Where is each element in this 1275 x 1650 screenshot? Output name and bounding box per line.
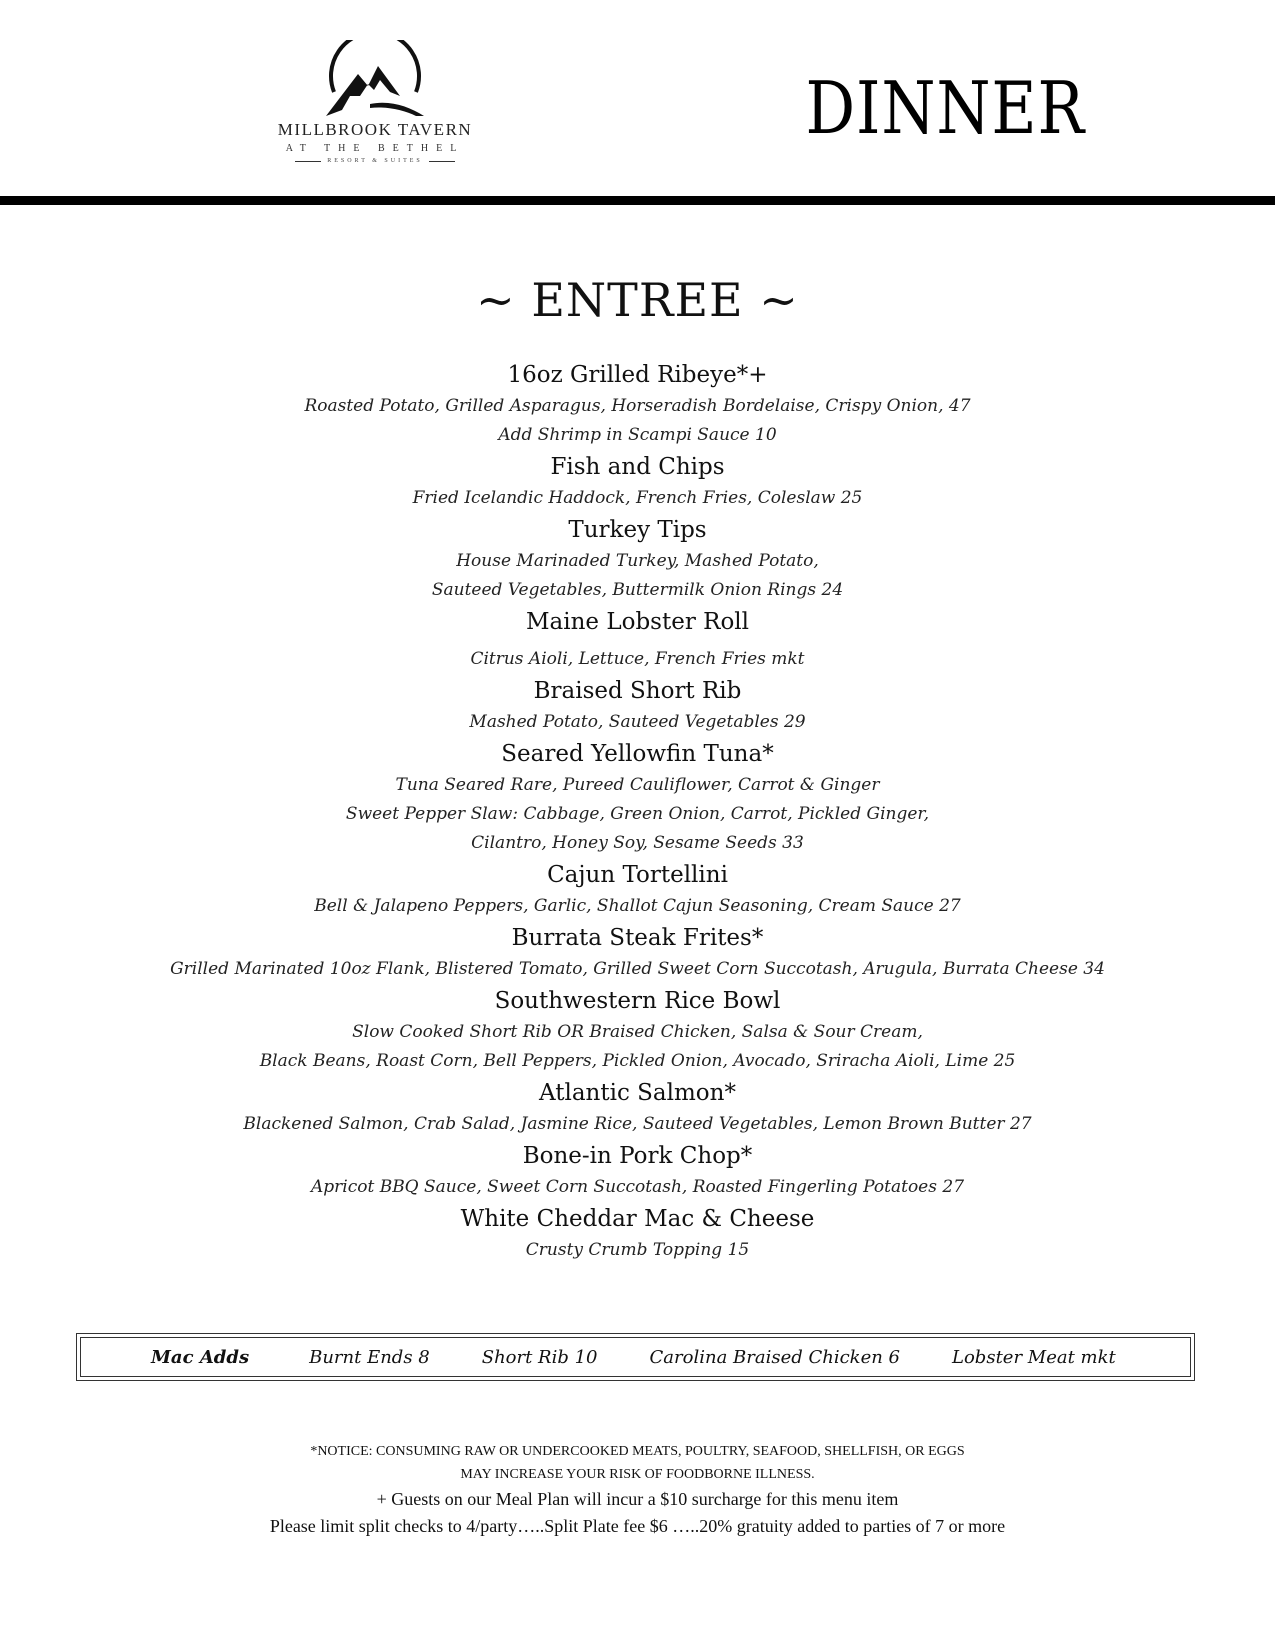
mac-adds-box	[76, 1333, 1195, 1381]
menu-item	[60, 984, 1215, 1076]
menu-item-name: Southwestern Rice Bowl	[494, 988, 781, 1014]
menu-item-name: Turkey Tips	[568, 517, 707, 543]
menu-item-description: Tuna Seared Rare, Pureed Cauliflower, Carrot & Ginger	[395, 775, 880, 795]
notice	[0, 1440, 1275, 1540]
menu-item-name: White Cheddar Mac & Cheese	[460, 1206, 815, 1232]
mac-add-item: Carolina Braised Chicken 6	[649, 1346, 901, 1368]
menu-item-description: Roasted Potato, Grilled Asparagus, Horseradish Bordelaise, Crispy Onion, 47	[304, 396, 971, 416]
menu-item	[60, 513, 1215, 605]
menu-item-description: Mashed Potato, Sauteed Vegetables 29	[469, 712, 806, 732]
mac-add-item: Burnt Ends 8	[309, 1346, 430, 1368]
menu-list	[60, 358, 1215, 1265]
menu-item-description: Bell & Jalapeno Peppers, Garlic, Shallot Cajun Seasoning, Cream Sauce 27	[314, 896, 961, 916]
logo-name: MILLBROOK TAVERN	[277, 120, 473, 139]
menu-item	[60, 605, 1215, 674]
header-rule	[0, 196, 1275, 205]
notice-line: *NOTICE: CONSUMING RAW OR UNDERCOOKED MEATS, POULTRY, SEAFOOD, SHELLFISH, OR EGGS	[310, 1444, 965, 1459]
mountain-logo-icon	[320, 40, 430, 118]
divider	[295, 161, 321, 162]
menu-item-name: Maine Lobster Roll	[525, 609, 750, 635]
menu-item-description: Fried Icelandic Haddock, French Fries, Coleslaw 25	[412, 488, 863, 508]
menu-item-description: Citrus Aioli, Lettuce, French Fries mkt	[470, 649, 805, 669]
mac-add-item: Short Rib 10	[481, 1346, 598, 1368]
logo	[270, 40, 480, 190]
menu-item-name: Seared Yellowfin Tuna*	[501, 741, 774, 767]
menu-item	[60, 450, 1215, 513]
menu-item-name: Braised Short Rib	[533, 678, 742, 704]
meal-plan-notice: + Guests on our Meal Plan will incur a $10 surcharge for this menu item	[376, 1489, 899, 1509]
menu-item-description: Sauteed Vegetables, Buttermilk Onion Rings 24	[431, 580, 844, 600]
logo-tagline-text: RESORT & SUITES	[327, 158, 423, 164]
menu-item	[60, 921, 1215, 984]
menu-item	[60, 1076, 1215, 1139]
menu-item-name: 16oz Grilled Ribeye*+	[507, 362, 768, 388]
menu-item-name: Atlantic Salmon*	[539, 1080, 736, 1106]
menu-item-description: Cilantro, Honey Soy, Sesame Seeds 33	[471, 833, 804, 853]
menu-item-description: Apricot BBQ Sauce, Sweet Corn Succotash, Roasted Fingerling Potatoes 27	[310, 1177, 965, 1197]
mac-add-item: Lobster Meat mkt	[952, 1346, 1116, 1368]
menu-item	[60, 858, 1215, 921]
menu-item	[60, 358, 1215, 450]
menu-item-description: Add Shrimp in Scampi Sauce 10	[498, 425, 777, 445]
menu-item	[60, 674, 1215, 737]
menu-item	[60, 1202, 1215, 1265]
menu-item-description: Black Beans, Roast Corn, Bell Peppers, Pickled Onion, Avocado, Sriracha Aioli, Lime 25	[259, 1051, 1016, 1071]
menu-item-description: House Marinaded Turkey, Mashed Potato,	[456, 551, 819, 571]
notice-line: MAY INCREASE YOUR RISK OF FOODBORNE ILLNESS.	[460, 1467, 815, 1482]
menu-item-description: Slow Cooked Short Rib OR Braised Chicken, Salsa & Sour Cream,	[352, 1022, 923, 1042]
logo-tagline	[270, 158, 480, 164]
menu-item-description: Grilled Marinated 10oz Flank, Blistered Tomato, Grilled Sweet Corn Succotash, Arugula, Burrata Cheese 34	[170, 959, 1105, 979]
menu-item-name: Cajun Tortellini	[547, 862, 728, 888]
split-check-notice: Please limit split checks to 4/party…..Split Plate fee $6 …..20% gratuity added to parties of 7 or more	[269, 1516, 1006, 1536]
menu-item-name: Burrata Steak Frites*	[511, 925, 764, 951]
page-title: DINNER	[805, 66, 1085, 150]
section-title: ~ ENTREE ~	[476, 273, 799, 327]
mac-adds-inner	[80, 1337, 1191, 1377]
menu-item	[60, 1139, 1215, 1202]
menu-item	[60, 737, 1215, 858]
menu-item-name: Fish and Chips	[550, 454, 725, 480]
menu-item-description: Blackened Salmon, Crab Salad, Jasmine Rice, Sauteed Vegetables, Lemon Brown Butter 27	[243, 1114, 1032, 1134]
menu-item-description: Sweet Pepper Slaw: Cabbage, Green Onion, Carrot, Pickled Ginger,	[345, 804, 930, 824]
logo-subtitle: AT THE BETHEL	[285, 143, 465, 154]
mac-adds-label: Mac Adds	[151, 1346, 250, 1368]
menu-item-name: Bone-in Pork Chop*	[522, 1143, 753, 1169]
menu-item-description: Crusty Crumb Topping 15	[525, 1240, 750, 1260]
header	[0, 0, 1275, 210]
divider	[429, 161, 455, 162]
